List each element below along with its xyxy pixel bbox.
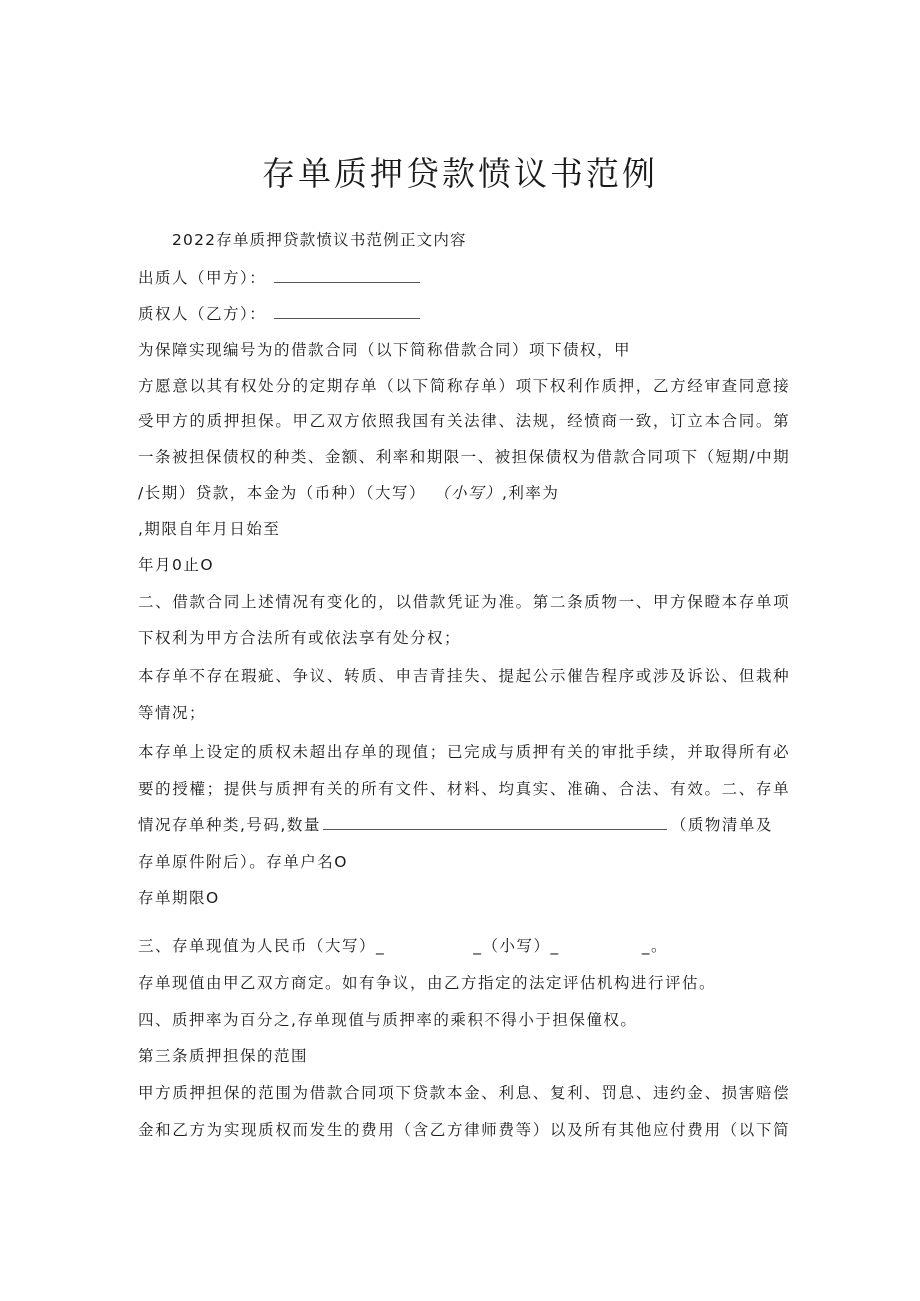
text-line: 甲方质押担保的范围为借款合同项下贷款本金、利息、复利、罚息、违约金、损害赔偿 bbox=[138, 1084, 790, 1102]
text-line: 为保障实现编号为的借款合同（以下简称借款合同）项下债权，甲 bbox=[138, 341, 632, 359]
text-line: 下权利为甲方合法所有或依法享有处分权； bbox=[138, 629, 462, 647]
text-line: 情况存单种类,号码,数量 （质物清单及 bbox=[138, 816, 773, 834]
text-line: 金和乙方为实现质权而发生的费用（含乙方律师费等）以及所有其他应付费用（以下简 bbox=[138, 1121, 790, 1139]
text-line: 等情况； bbox=[138, 704, 207, 722]
text-line: 要的授權；提供与质押有关的所有文件、材料、均真实、准确、合法、有效。二、存单 bbox=[138, 780, 790, 798]
text-line: 一条被担保债权的种类、金额、利率和期限一、被担保债权为借款合同项下（短期/中期 bbox=[138, 448, 790, 466]
text-line: 第三条质押担保的范围 bbox=[138, 1047, 309, 1065]
pledgor-line: 出质人（甲方）： bbox=[138, 268, 790, 288]
text-line: 本存单上设定的质权未超出存单的现值；已完成与质押有关的审批手续，并取得所有必 bbox=[138, 743, 790, 761]
text-line: /长期）贷款，本金为（币种）（大写） （小写）,利率为 bbox=[138, 484, 560, 502]
text-line: 受甲方的质押担保。甲乙双方依照我国有关法律、法规，经愤商一致，订立本合同。第 bbox=[138, 412, 790, 430]
text-line: ,期限自年月日始至 bbox=[138, 520, 281, 538]
pledgee-line: 质权人（乙方）： bbox=[138, 304, 790, 324]
text-line: 本存单不存在瑕疵、争议、转质、申吉青挂失、提起公示催告程序或涉及诉讼、但栽种 bbox=[138, 667, 790, 685]
text-line: 存单期限O bbox=[138, 889, 220, 907]
document-title: 存单质押贷款愤议书范例 bbox=[262, 154, 658, 193]
text-line: 年月0止O bbox=[138, 556, 215, 574]
document-subtitle: 2022存单质押贷款愤议书范例正文内容 bbox=[172, 231, 467, 249]
deposit-info-blank[interactable] bbox=[323, 815, 667, 830]
text-line: 三、存单现值为人民币（大写）_ _（小写）_ _。 bbox=[138, 937, 669, 955]
text-line: 二、借款合同上述情况有变化的，以借款凭证为准。第二条质物一、甲方保瞪本存单项 bbox=[138, 593, 790, 611]
text-line: 存单现值由甲乙双方商定。如有争议，由乙方指定的法定评估机构进行评估。 bbox=[138, 974, 717, 992]
pledgor-blank[interactable] bbox=[274, 268, 420, 283]
pledgee-blank[interactable] bbox=[274, 304, 420, 319]
text-line: 方愿意以其有权处分的定期存单（以下简称存单）项下权利作质押，乙方经审查同意接 bbox=[138, 377, 790, 395]
text-line: 存单原件附后）。存单户名O bbox=[138, 853, 348, 871]
text-line: 四、质押率为百分之,存单现值与质押率的乘积不得小于担保僮权。 bbox=[138, 1011, 638, 1029]
